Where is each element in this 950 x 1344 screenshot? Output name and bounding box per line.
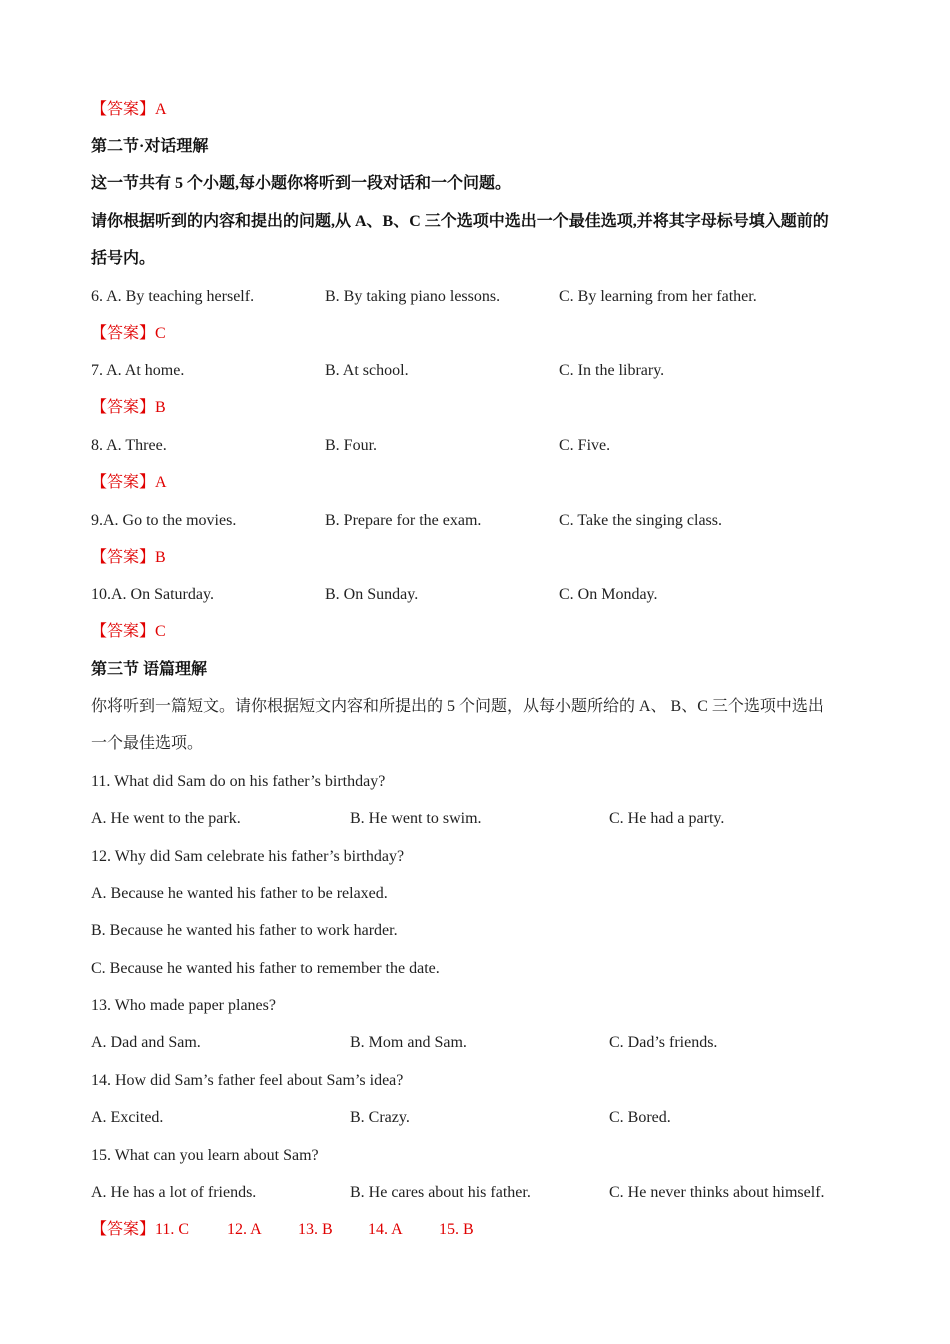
option-c: C. He had a party. xyxy=(609,810,725,827)
option-a: 7. A. At home. xyxy=(91,362,185,379)
question-12-stem: 12. Why did Sam celebrate his father’s birthday? xyxy=(91,848,405,865)
option-c: C. Five. xyxy=(559,437,611,454)
option-b: B. He went to swim. xyxy=(350,810,482,827)
question-9 xyxy=(91,511,723,531)
question-8 xyxy=(91,436,611,456)
question-7 xyxy=(91,361,665,381)
section2-intro-1: 这一节共有 5 个小题,每小题你将听到一段对话和一个问题。 xyxy=(91,175,512,192)
question-12-option-b: B. Because he wanted his father to work harder. xyxy=(91,922,398,939)
option-b: B. At school. xyxy=(325,362,409,379)
question-12-option-a: A. Because he wanted his father to be relaxed. xyxy=(91,885,388,902)
option-b: B. He cares about his father. xyxy=(350,1184,531,1201)
question-10 xyxy=(91,585,658,605)
answer-15: 15. B xyxy=(439,1221,474,1238)
option-a: A. Dad and Sam. xyxy=(91,1034,201,1051)
question-11-options xyxy=(91,809,725,829)
option-c: C. He never thinks about himself. xyxy=(609,1184,825,1201)
answer-q7: 【答案】B xyxy=(91,399,166,416)
answer-q6: 【答案】C xyxy=(91,325,166,342)
answer-q9: 【答案】B xyxy=(91,549,166,566)
question-13-stem: 13. Who made paper planes? xyxy=(91,997,276,1014)
option-c: C. Dad’s friends. xyxy=(609,1034,718,1051)
option-c: C. By learning from her father. xyxy=(559,288,757,305)
answer-label: 【答案】 xyxy=(91,1221,156,1238)
option-a: A. He has a lot of friends. xyxy=(91,1184,257,1201)
answer-q10: 【答案】C xyxy=(91,623,166,640)
question-6 xyxy=(91,287,757,307)
question-12-option-c: C. Because he wanted his father to remember the date. xyxy=(91,960,440,977)
option-b: B. Mom and Sam. xyxy=(350,1034,467,1051)
question-11-stem: 11. What did Sam do on his father’s birthday? xyxy=(91,773,386,790)
option-c: C. Take the singing class. xyxy=(559,512,723,529)
answer-14: 14. A xyxy=(368,1221,403,1238)
option-b: B. Four. xyxy=(325,437,378,454)
option-c: C. Bored. xyxy=(609,1109,671,1126)
section3-title: 第三节 语篇理解 xyxy=(91,661,208,678)
option-a: 8. A. Three. xyxy=(91,437,167,454)
option-b: B. On Sunday. xyxy=(325,586,419,603)
answer-q5: 【答案】A xyxy=(91,101,167,118)
option-a: A. Excited. xyxy=(91,1109,164,1126)
option-a: A. He went to the park. xyxy=(91,810,241,827)
question-15-options xyxy=(91,1183,825,1203)
answers-11-15 xyxy=(91,1220,474,1240)
question-14-stem: 14. How did Sam’s father feel about Sam’s idea? xyxy=(91,1072,404,1089)
section3-intro-2: 一个最佳选项。 xyxy=(91,735,204,752)
answer-11: 11. C xyxy=(155,1221,190,1238)
option-b: B. Prepare for the exam. xyxy=(325,512,482,529)
option-a: 6. A. By teaching herself. xyxy=(91,288,255,305)
section2-title: 第二节·对话理解 xyxy=(91,138,209,155)
question-13-options xyxy=(91,1033,718,1053)
section3-intro-1: 你将听到一篇短文。请你根据短文内容和所提出的 5 个问题，从每小题所给的 A、 B、C 三个选项中选出 xyxy=(91,698,824,715)
option-a: 10.A. On Saturday. xyxy=(91,586,214,603)
question-15-stem: 15. What can you learn about Sam? xyxy=(91,1147,319,1164)
option-c: C. In the library. xyxy=(559,362,665,379)
option-a: 9.A. Go to the movies. xyxy=(91,512,237,529)
option-c: C. On Monday. xyxy=(559,586,658,603)
answer-q8: 【答案】A xyxy=(91,474,167,491)
section2-intro-3: 括号内。 xyxy=(91,250,156,267)
option-b: B. By taking piano lessons. xyxy=(325,288,501,305)
answer-12: 12. A xyxy=(227,1221,262,1238)
question-14-options xyxy=(91,1108,671,1128)
answer-13: 13. B xyxy=(298,1221,333,1238)
section2-intro-2: 请你根据听到的内容和提出的问题,从 A、B、C 三个选项中选出一个最佳选项,并将其字母标号填入题前的 xyxy=(91,213,829,230)
option-b: B. Crazy. xyxy=(350,1109,410,1126)
